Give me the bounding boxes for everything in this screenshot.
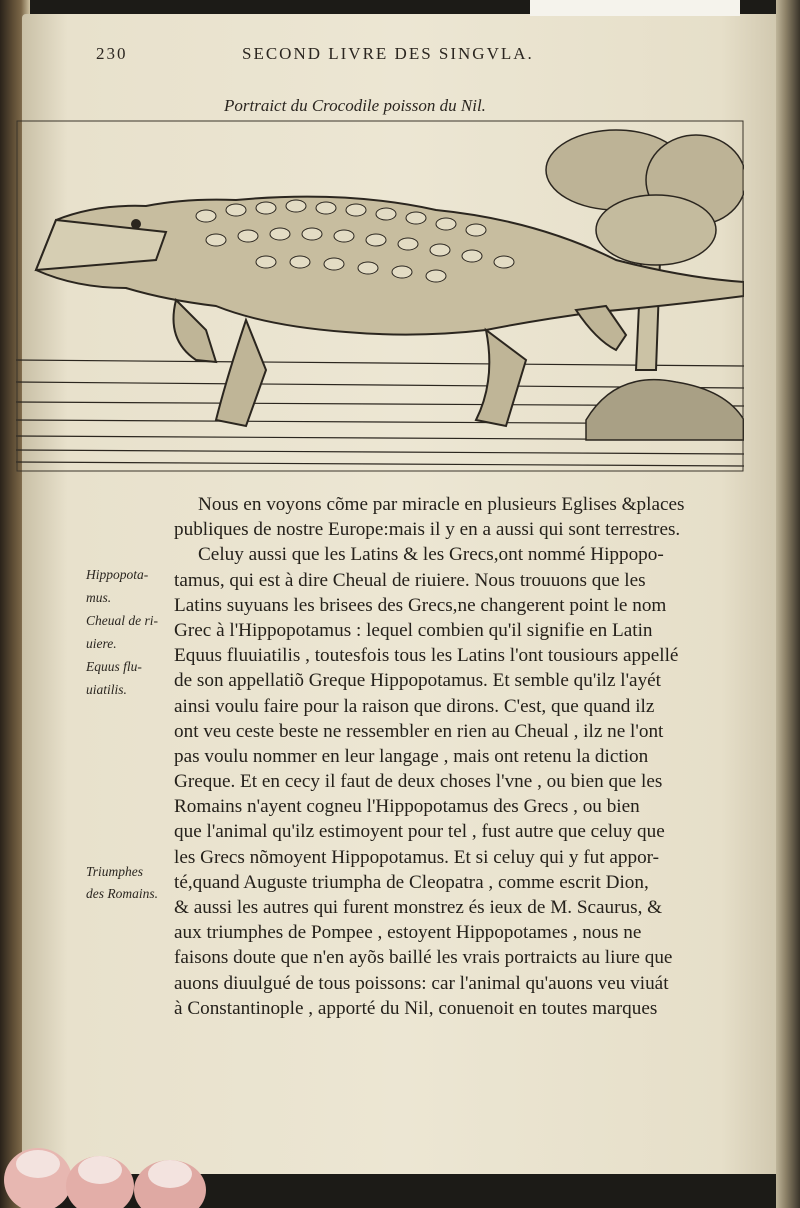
margin-note-line: uiatilis. — [86, 682, 127, 697]
text-line: aux triumphes de Pompee , estoyent Hippopotames , nous ne — [174, 922, 642, 944]
thumb-fingers — [0, 1130, 220, 1208]
text-line: Celuy aussi que les Latins & les Grecs,ont nommé Hippopo- — [198, 544, 664, 566]
margin-note-line: uiere. — [86, 636, 117, 651]
text-line: de son appellatiõ Greque Hippopotamus. Et semble qu'ilz l'ayét — [174, 670, 662, 692]
page-number: 230 — [96, 44, 128, 63]
text-line: Greque. Et en cecy il faut de deux choses l'vne , ou bien que les — [174, 771, 663, 793]
text-line: auons diuulgué de tous poissons: car l'animal qu'auons veu viuát — [174, 972, 669, 994]
text-line: Grec à l'Hippopotamus : lequel combien qu'il signifie en Latin — [174, 619, 653, 641]
main-text — [174, 492, 764, 1021]
crocodile-eye — [131, 219, 141, 229]
bush — [586, 380, 744, 440]
page-edge-right — [776, 0, 800, 1208]
text-line: Romains n'ayent cogneu l'Hippopotamus des Grecs , ou bien — [174, 796, 640, 818]
text-line: Nous en voyons cõme par miracle en plusieurs Eglises &places — [198, 494, 685, 515]
illustration-caption: Portraict du Crocodile poisson du Nil. — [224, 96, 486, 115]
text-line: ainsi voulu faire pour la raison que dirons. C'est, que quand ilz — [174, 695, 655, 717]
text-line: faisons doute que n'en ayõs baillé les vrais portraicts au liure que — [174, 947, 673, 969]
margin-note-line: mus. — [86, 590, 112, 605]
text-line: ont veu ceste beste ne ressembler en rien au Cheual , ilz ne l'ont — [174, 720, 664, 742]
running-header — [96, 44, 656, 70]
margin-note-hippopotamus — [86, 563, 196, 701]
margin-note-line: des Romains. — [86, 886, 158, 901]
text-line: pas voulu nommer en leur langage , mais ont retenu la diction — [174, 745, 649, 767]
text-line: publiques de nostre Europe:mais il y en a aussi qui sont terrestres. — [174, 519, 681, 541]
text-line: té,quand Auguste triumpha de Cleopatra , comme escrit Dion, — [174, 871, 649, 893]
text-line: à Constantinople , apporté du Nil, conuenoit en toutes marques — [174, 997, 658, 1019]
text-line: tamus, qui est à dire Cheual de riuiere. Nous trouuons que les — [174, 569, 646, 591]
margin-note-triumphes — [86, 861, 196, 905]
margin-note-line: Cheual de ri- — [86, 613, 158, 628]
crocodile-woodcut — [16, 120, 744, 472]
margin-note-line: Hippopota- — [86, 567, 149, 582]
text-line: Latins suyuans les brisees des Grecs,ne changerent point le nom — [174, 594, 667, 616]
running-title: SECOND LIVRE DES SINGVLA. — [242, 44, 534, 63]
margin-note-line: Equus flu- — [86, 659, 142, 674]
paper-tab — [530, 0, 740, 16]
text-line: les Grecs nõmoyent Hippopotamus. Et si celuy qui y fut appor- — [174, 846, 660, 868]
text-line: Equus fluuiatilis , toutesfois tous les Latins l'ont tousiours appellé — [174, 645, 679, 667]
text-line: & aussi les autres qui furent monstrez és ieux de M. Scaurus, & — [174, 897, 663, 918]
margin-note-line: Triumphes — [86, 864, 144, 879]
text-line: que l'animal qu'ilz estimoyent pour tel , fust autre que celuy que — [174, 821, 665, 843]
